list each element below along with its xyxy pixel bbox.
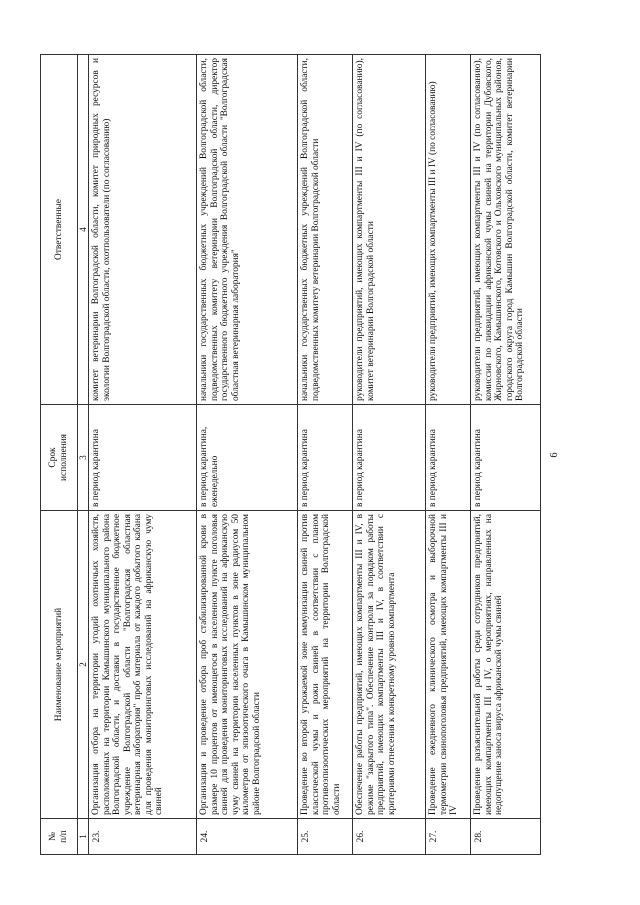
measure-responsible: начальники государственных бюджетных учреждений Волгоградской области, подведомственных комитету ветеринарии Волгоградской области — [298, 55, 353, 405]
column-number: 3 — [78, 405, 89, 511]
row-number: 24. — [197, 819, 298, 855]
header-num: № п/п — [41, 819, 78, 855]
table-row — [471, 55, 541, 855]
measure-name: Обеспечение работы предприятий, имеющих компартменты III и IV, в режиме "закрытого типа". Обеспечение контроля за порядком работы предприятий, имеющих компартменты III и IV, в соответствии с критериями отнесения к конкретному уровню компартмента — [353, 511, 426, 819]
measure-responsible: руководители предприятий, имеющих компартменты III и IV (по согласованию), комиссии по ликвидации африканской чумы свиней на территории Дубовского, Жирновского, Камышинского, Котовского и Ольховского муниципальных районов, городского округа город Камышин Волгоградской области, комитет ветеринарии Волгоградской области — [471, 55, 541, 405]
column-number: 1 — [78, 819, 89, 855]
measure-term: в период карантина — [353, 405, 426, 511]
header-name: Наименование мероприятий — [41, 511, 78, 819]
row-number: 28. — [471, 819, 541, 855]
measure-responsible: комитет ветеринарии Волгоградской области, комитет природных ресурсов и экологии Волгоградской области, охотпользователи (по согласованию) — [89, 55, 197, 405]
table-row — [89, 55, 197, 855]
table-header-row — [41, 55, 78, 855]
header-term: Срок исполнения — [41, 405, 78, 511]
measure-term: в период карантина — [89, 405, 197, 511]
row-number: 26. — [353, 819, 426, 855]
rotated-page-content — [40, 55, 600, 855]
measure-name: Проведение разъяснительной работы среди сотрудников предприятий, имеющих компартменты III и IV, о мероприятиях, направленных на недопущение заноса вируса африканской чумы свиней — [471, 511, 541, 819]
row-number: 23. — [89, 819, 197, 855]
measure-name: Организация и проведение отбора проб стабилизированной крови в размере 10 процентов от имеющегося в населенном пункте поголовья свиней для проведения мониторинговых исследований на африканскую чуму свиней на территории населенных пунктов в зоне радиусом 50 километров от эпизоотического очага в Камышинском муниципальном районе Волгоградской области — [197, 511, 298, 819]
table-row — [426, 55, 471, 855]
row-number: 25. — [298, 819, 353, 855]
measures-table — [40, 54, 541, 855]
measure-term: в период карантина — [426, 405, 471, 511]
column-number: 4 — [78, 55, 89, 405]
table-row — [298, 55, 353, 855]
table-row — [353, 55, 426, 855]
row-number: 27. — [426, 819, 471, 855]
measure-name: Проведение ежедневного клинического осмотра и выборочной термометрии свинопоголовья предприятий, имеющих компартменты III и IV — [426, 511, 471, 819]
measure-name: Проведение во второй угрожаемой зоне иммунизации свиней против классической чумы и рожи свиней в соответствии с планом противоэпизоотических мероприятий на территории Волгоградской области — [298, 511, 353, 819]
measure-responsible: начальники государственных бюджетных учреждений Волгоградской области, подведомственных комитету ветеринарии Волгоградской области, директор государственного бюджетного учреждения Волгоградской области "Волгоградская областная ветеринарная лаборатория" — [197, 55, 298, 405]
header-responsible: Ответственные — [41, 55, 78, 405]
measure-term: в период карантина, еженедельно — [197, 405, 298, 511]
column-number-row — [78, 55, 89, 855]
measure-responsible: руководители предприятий, имеющих компартменты III и IV (по согласованию), комитет ветеринарии Волгоградской области — [353, 55, 426, 405]
measure-name: Организация отбора на территории угодий охотничьих хозяйств, расположенных на территории Камышинского муниципального района Волгоградской области, и доставки в государственное бюджетное учреждение Волгоградской области "Волгоградская областная ветеринарная лаборатория" проб материала от каждого добытого кабана для проведения мониторинговых исследований на африканскую чуму свиней — [89, 511, 197, 819]
column-number: 2 — [78, 511, 89, 819]
measure-responsible: руководители предприятий, имеющих компартменты III и IV (по согласованию) — [426, 55, 471, 405]
measure-term: в период карантина — [471, 405, 541, 511]
page-number: 6 — [549, 452, 560, 458]
table-row — [197, 55, 298, 855]
measure-term: в период карантина — [298, 405, 353, 511]
